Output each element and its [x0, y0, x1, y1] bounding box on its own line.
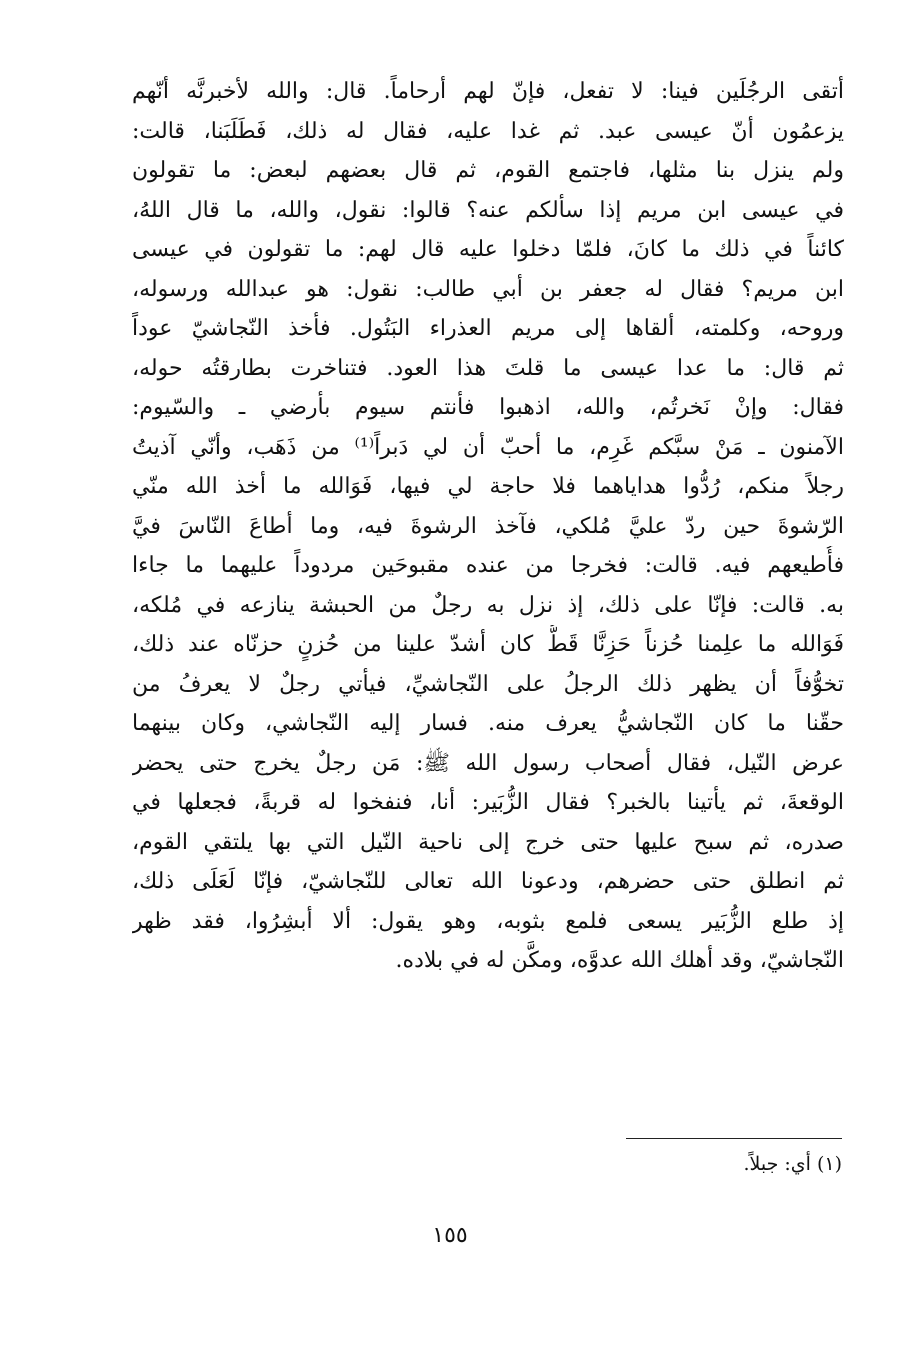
- footnote-divider: [626, 1138, 842, 1139]
- text-line: الآمنون ـ مَنْ سبَّكم غَرِم، ما أحبّ أن لي دَبراً⁽¹⁾ من ذَهَب، وأنّي آذيتُ: [132, 434, 844, 460]
- text-line: ثم قال: ما عدا عيسى ما قلتَ هذا العود. فتناخرت بطارقتُه حوله،: [132, 355, 844, 381]
- text-line: حقّنا ما كان النّجاشيُّ يعرف منه. فسار إليه النّجاشي، وكان بينهما: [132, 711, 844, 736]
- text-line: صدره، ثم سبح عليها حتى خرج إلى ناحية النّيل التي بها يلتقي القوم،: [132, 829, 844, 855]
- text-line: الوقعةَ، ثم يأتينا بالخبر؟ فقال الزُّبَير: أنا، فنفخوا له قربةً، فجعلها في: [132, 790, 844, 815]
- text-line: في عيسى ابن مريم إذا سألكم عنه؟ قالوا: نقول، والله، ما قال اللهُ،: [132, 197, 844, 223]
- text-line: أتقى الرجُلَين فينا: لا تفعل، فإنّ لهم أرحاماً. قال: والله لأخبرنَّه أنّهم: [132, 79, 844, 104]
- text-line: ثم انطلق حتى حضرهم، ودعونا الله تعالى للنّجاشيّ، فإنّا لَعَلَى ذلك،: [132, 869, 844, 894]
- text-line: به. قالت: فإنّا على ذلك، إذ نزل به رجلٌ من الحبشة ينازعه في مُلكه،: [132, 592, 844, 618]
- page-number: ١٥٥: [432, 1223, 468, 1248]
- text-line: وروحه، وكلمته، ألقاها إلى مريم العذراء البَتُول. فأخذ النّجاشيّ عوداً: [132, 316, 844, 341]
- text-line: ولم ينزل بنا مثلها، فاجتمع القوم، ثم قال بعضهم لبعض: ما تقولون: [132, 158, 844, 183]
- footnote: (١) أي: جبلاً.: [743, 1153, 842, 1175]
- text-line: فَوَالله ما علِمنا حُزناً حَزِنَّا قَطُّ كان أشدّ علينا من حُزنٍ حزنّاه عند ذلك،: [132, 632, 844, 657]
- text-line: كائناً في ذلك ما كانَ، فلمّا دخلوا عليه قال لهم: ما تقولون في عيسى: [132, 237, 844, 262]
- text-line: فأُطيعهم فيه. قالت: فخرجا من عنده مقبوحَين مردوداً عليهما ما جاءا: [132, 553, 844, 578]
- text-line: عرض النّيل، فقال أصحاب رسول الله ﷺ: مَن رجلٌ يخرج حتى يحضر: [132, 750, 844, 776]
- text-line: رجلاً منكم، رُدُّوا هداياهما فلا حاجة لي فيها، فَوَالله ما أخذ الله منّي: [132, 474, 844, 499]
- body-text: [132, 72, 844, 981]
- text-line: إذ طلع الزُّبَير يسعى فلمع بثوبه، وهو يقول: ألا أبشِرُوا، فقد ظهر: [132, 908, 844, 934]
- text-line: تخوُّفاً أن يظهر ذلك الرجلُ على النّجاشيِّ، فيأتي رجلٌ لا يعرفُ من: [132, 671, 844, 697]
- text-line: يزعمُون أنّ عيسى عبد. ثم غدا عليه، فقال له ذلك، فَطَلَبَنا، قالت:: [132, 118, 844, 144]
- text-line: فقال: وإنْ نَخرتُم، والله، اذهبوا فأنتم سيوم بأرضي ـ والسّيوم:: [132, 395, 844, 420]
- text-line: الرّشوةَ حين ردّ عليَّ مُلكي، فآخذ الرشوةَ فيه، وما أطاعَ النّاسَ فيَّ: [132, 513, 844, 539]
- text-line-last: النّجاشيّ، وقد أهلك الله عدوَّه، ومكَّن له في بلاده.: [395, 948, 844, 973]
- text-line: ابن مريم؟ فقال له جعفر بن أبي طالب: نقول: هو عبدالله ورسوله،: [132, 276, 844, 302]
